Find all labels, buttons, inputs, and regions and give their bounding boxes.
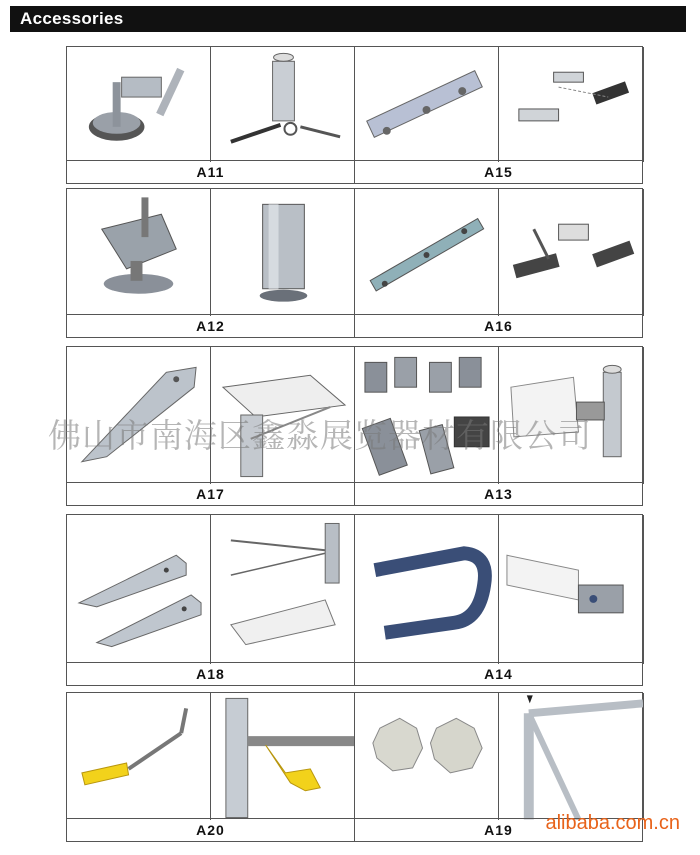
connector-assembly-illustration — [499, 47, 643, 162]
label-a15: A15 — [484, 164, 513, 180]
shelf-assembly-illustration — [211, 515, 354, 664]
label-a17: A17 — [67, 483, 355, 505]
product-image-a13-part[interactable] — [355, 347, 499, 484]
tube-assembly-illustration — [211, 47, 354, 162]
octagon-caps-illustration — [355, 693, 498, 820]
tool-in-frame-illustration — [211, 693, 354, 820]
label-a20: A20 — [67, 819, 355, 841]
product-image-a20-part[interactable] — [67, 693, 211, 820]
label-a19: A19 — [484, 822, 513, 838]
product-image-a19-assembly[interactable] — [499, 693, 644, 820]
product-image-a15-assembly[interactable] — [499, 47, 644, 162]
row-4-labels — [67, 662, 642, 685]
product-image-a13-assembly[interactable] — [499, 347, 644, 484]
product-row-2 — [66, 188, 643, 338]
label-a13: A13 — [484, 486, 513, 502]
leveling-foot-illustration — [67, 47, 210, 162]
product-image-a18-assembly[interactable] — [211, 515, 355, 664]
product-image-a17-assembly[interactable] — [211, 347, 355, 484]
product-image-a19-part[interactable] — [355, 693, 499, 820]
product-image-a16-part[interactable] — [355, 189, 499, 316]
panel-clamp-assembly-illustration — [499, 347, 643, 484]
product-image-a20-assembly[interactable] — [211, 693, 355, 820]
shelf-brackets-illustration — [67, 515, 210, 664]
product-image-a15-part[interactable] — [355, 47, 499, 162]
blade-bracket-illustration — [67, 347, 210, 484]
product-row-4 — [66, 514, 643, 686]
row-2-labels — [67, 314, 642, 337]
label-a14: A14 — [484, 666, 513, 682]
company-watermark: 佛山市南海区鑫淼展览器材有限公司 — [48, 416, 592, 455]
product-image-a14-part[interactable] — [355, 515, 499, 664]
tube-joint-illustration — [499, 189, 643, 316]
corner-clamps-illustration — [355, 347, 498, 484]
product-image-a14-assembly[interactable] — [499, 515, 644, 664]
mounting-bracket-illustration — [67, 189, 210, 316]
label-a18: A18 — [67, 663, 355, 685]
section-header — [10, 6, 686, 32]
frame-corner-illustration — [499, 693, 643, 820]
row-1-labels — [67, 160, 642, 183]
u-clip-illustration — [355, 515, 498, 664]
product-image-a16-assembly[interactable] — [499, 189, 644, 316]
hex-key-tool-illustration — [67, 693, 210, 820]
product-image-a11-part[interactable] — [67, 47, 211, 162]
row-3-labels — [67, 482, 642, 505]
section-title: Accessories — [20, 9, 124, 28]
product-image-a12-assembly[interactable] — [211, 189, 355, 316]
site-watermark: alibaba.com.cn — [545, 812, 680, 834]
post-with-foot-illustration — [211, 189, 354, 316]
label-a16: A16 — [484, 318, 513, 334]
shelf-support-illustration — [211, 347, 354, 484]
straight-connector-illustration — [355, 189, 498, 316]
flat-connector-illustration — [355, 47, 498, 162]
label-a11: A11 — [67, 161, 355, 183]
product-row-3 — [66, 346, 643, 506]
product-image-a17-part[interactable] — [67, 347, 211, 484]
product-image-a12-part[interactable] — [67, 189, 211, 316]
label-a12: A12 — [67, 315, 355, 337]
product-image-a18-part[interactable] — [67, 515, 211, 664]
rail-clip-assembly-illustration — [499, 515, 643, 664]
product-image-a11-assembly[interactable] — [211, 47, 355, 162]
product-row-1 — [66, 46, 643, 184]
